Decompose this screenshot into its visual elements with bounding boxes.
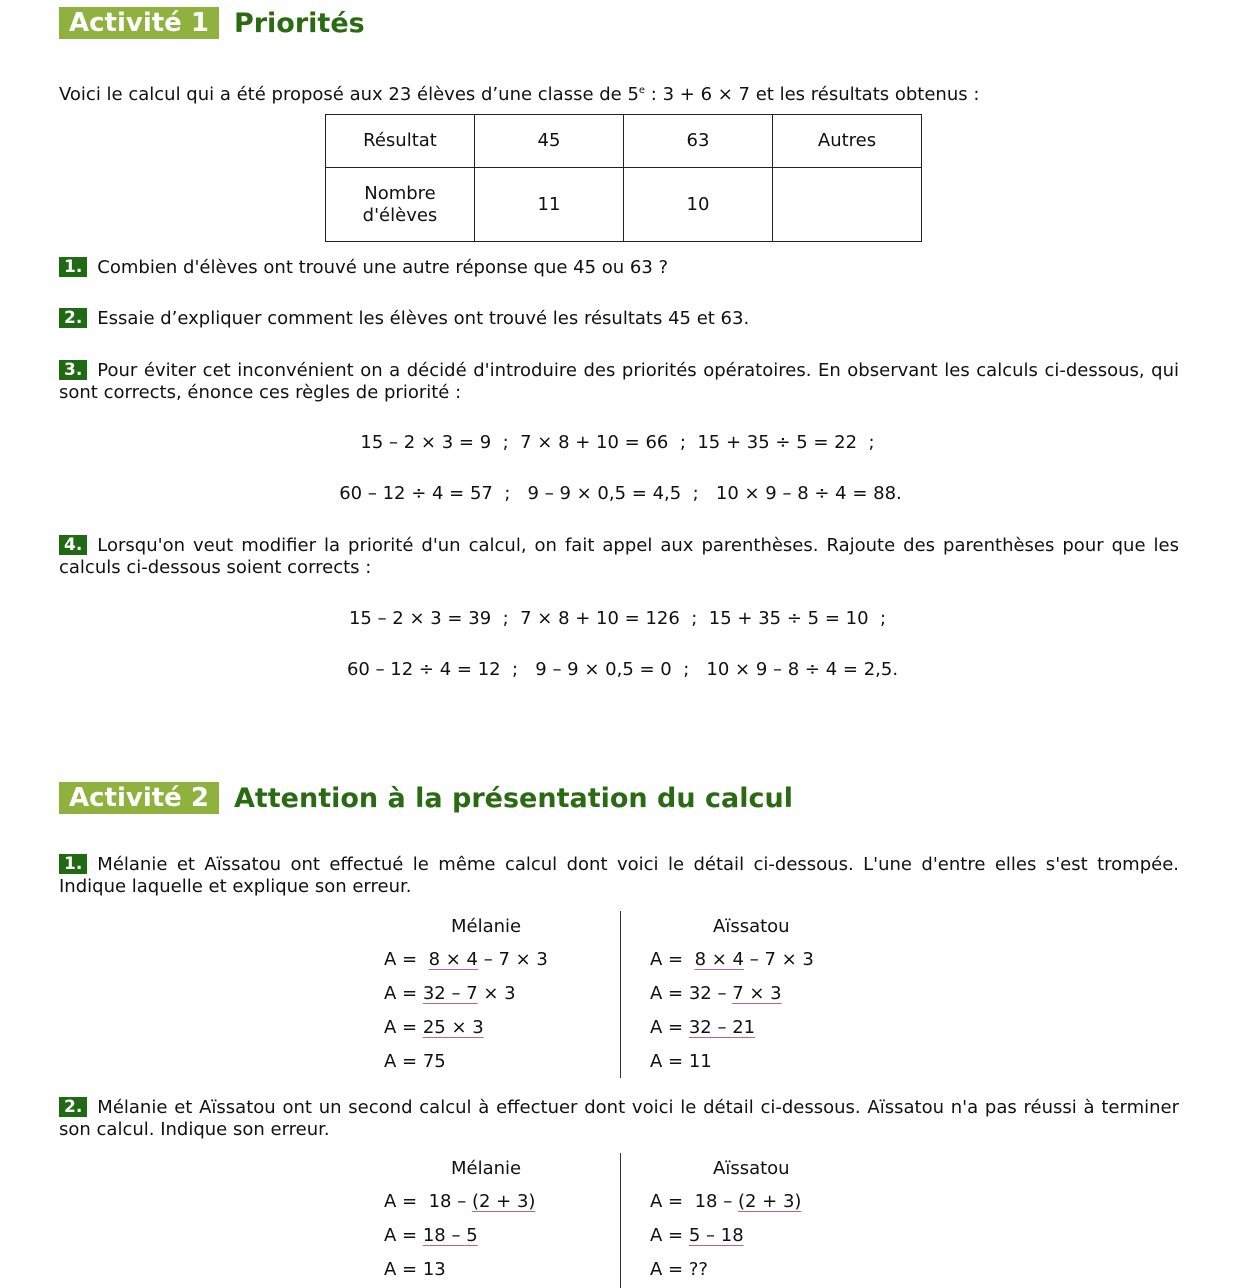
column-divider xyxy=(620,911,621,1078)
table-cell: 63 xyxy=(624,115,773,168)
table-cell: 10 xyxy=(624,168,773,242)
activity2-badge: Activité 2 xyxy=(59,782,219,814)
question-number: 1. xyxy=(59,854,87,874)
name-aissatou: Aïssatou xyxy=(713,1158,790,1179)
activity1-question-2: 2. Essaie d’expliquer comment les élèves ont trouvé les résultats 45 et 63. xyxy=(59,308,1179,330)
table-cell: 11 xyxy=(475,168,624,242)
activity1-question-1: 1. Combien d'élèves ont trouvé une autre réponse que 45 ou 63 ? xyxy=(59,257,1179,279)
activity1-question-3: 3. Pour éviter cet inconvénient on a décidé d'introduire des priorités opératoires. En observant les calculs ci-dessous, qui sont corrects, énonce ces règles de priorité : xyxy=(59,360,1179,403)
activity2-question-2: 2. Mélanie et Aïssatou ont un second calcul à effectuer dont voici le détail ci-dessous. Aïssatou n'a pas réussi à terminer son calcul. Indique son erreur. xyxy=(59,1097,1179,1140)
column-divider xyxy=(620,1153,621,1288)
activity1-header xyxy=(59,7,365,39)
question-number: 1. xyxy=(59,257,87,277)
table-cell: Autres xyxy=(773,115,922,168)
table-row xyxy=(326,115,922,168)
activity2-title: Attention à la présentation du calcul xyxy=(233,782,793,814)
name-melanie: Mélanie xyxy=(451,916,522,937)
question-number: 2. xyxy=(59,308,87,328)
activity2-question-1: 1. Mélanie et Aïssatou ont effectué le même calcul dont voici le détail ci-dessous. L'une d'entre elles s'est trompée. Indique laquelle et explique son erreur. xyxy=(59,854,1179,897)
name-melanie: Mélanie xyxy=(451,1158,522,1179)
question-number: 4. xyxy=(59,535,87,555)
calc-line: 15 – 2 × 3 = 9 ; 7 × 8 + 10 = 66 ; 15 + 35 ÷ 5 = 22 ; xyxy=(360,432,875,453)
table-cell xyxy=(773,168,922,242)
activity2-header xyxy=(59,782,793,814)
table-cell: 45 xyxy=(475,115,624,168)
table-cell: Nombre d'élèves xyxy=(326,168,475,242)
calc-line: 60 – 12 ÷ 4 = 57 ; 9 – 9 × 0,5 = 4,5 ; 10 × 9 – 8 ÷ 4 = 88. xyxy=(339,483,902,504)
question-number: 3. xyxy=(59,360,87,380)
calc-line: 60 – 12 ÷ 4 = 12 ; 9 – 9 × 0,5 = 0 ; 10 × 9 – 8 ÷ 4 = 2,5. xyxy=(346,659,899,680)
question-number: 2. xyxy=(59,1097,87,1117)
activity1-question-4: 4. Lorsqu'on veut modifier la priorité d'un calcul, on fait appel aux parenthèses. Rajoute des parenthèses pour que les calculs ci-dessous soient corrects : xyxy=(59,535,1179,578)
name-aissatou: Aïssatou xyxy=(713,916,790,937)
calc-line: 15 – 2 × 3 = 39 ; 7 × 8 + 10 = 126 ; 15 + 35 ÷ 5 = 10 ; xyxy=(348,608,887,629)
activity1-badge: Activité 1 xyxy=(59,7,219,39)
table-row xyxy=(326,168,922,242)
activity1-title: Priorités xyxy=(233,7,365,39)
activity1-intro: Voici le calcul qui a été proposé aux 23 élèves d’une classe de 5e : 3 + 6 × 7 et les résultats obtenus : xyxy=(59,84,980,105)
table-cell: Résultat xyxy=(326,115,475,168)
results-table xyxy=(325,114,922,242)
